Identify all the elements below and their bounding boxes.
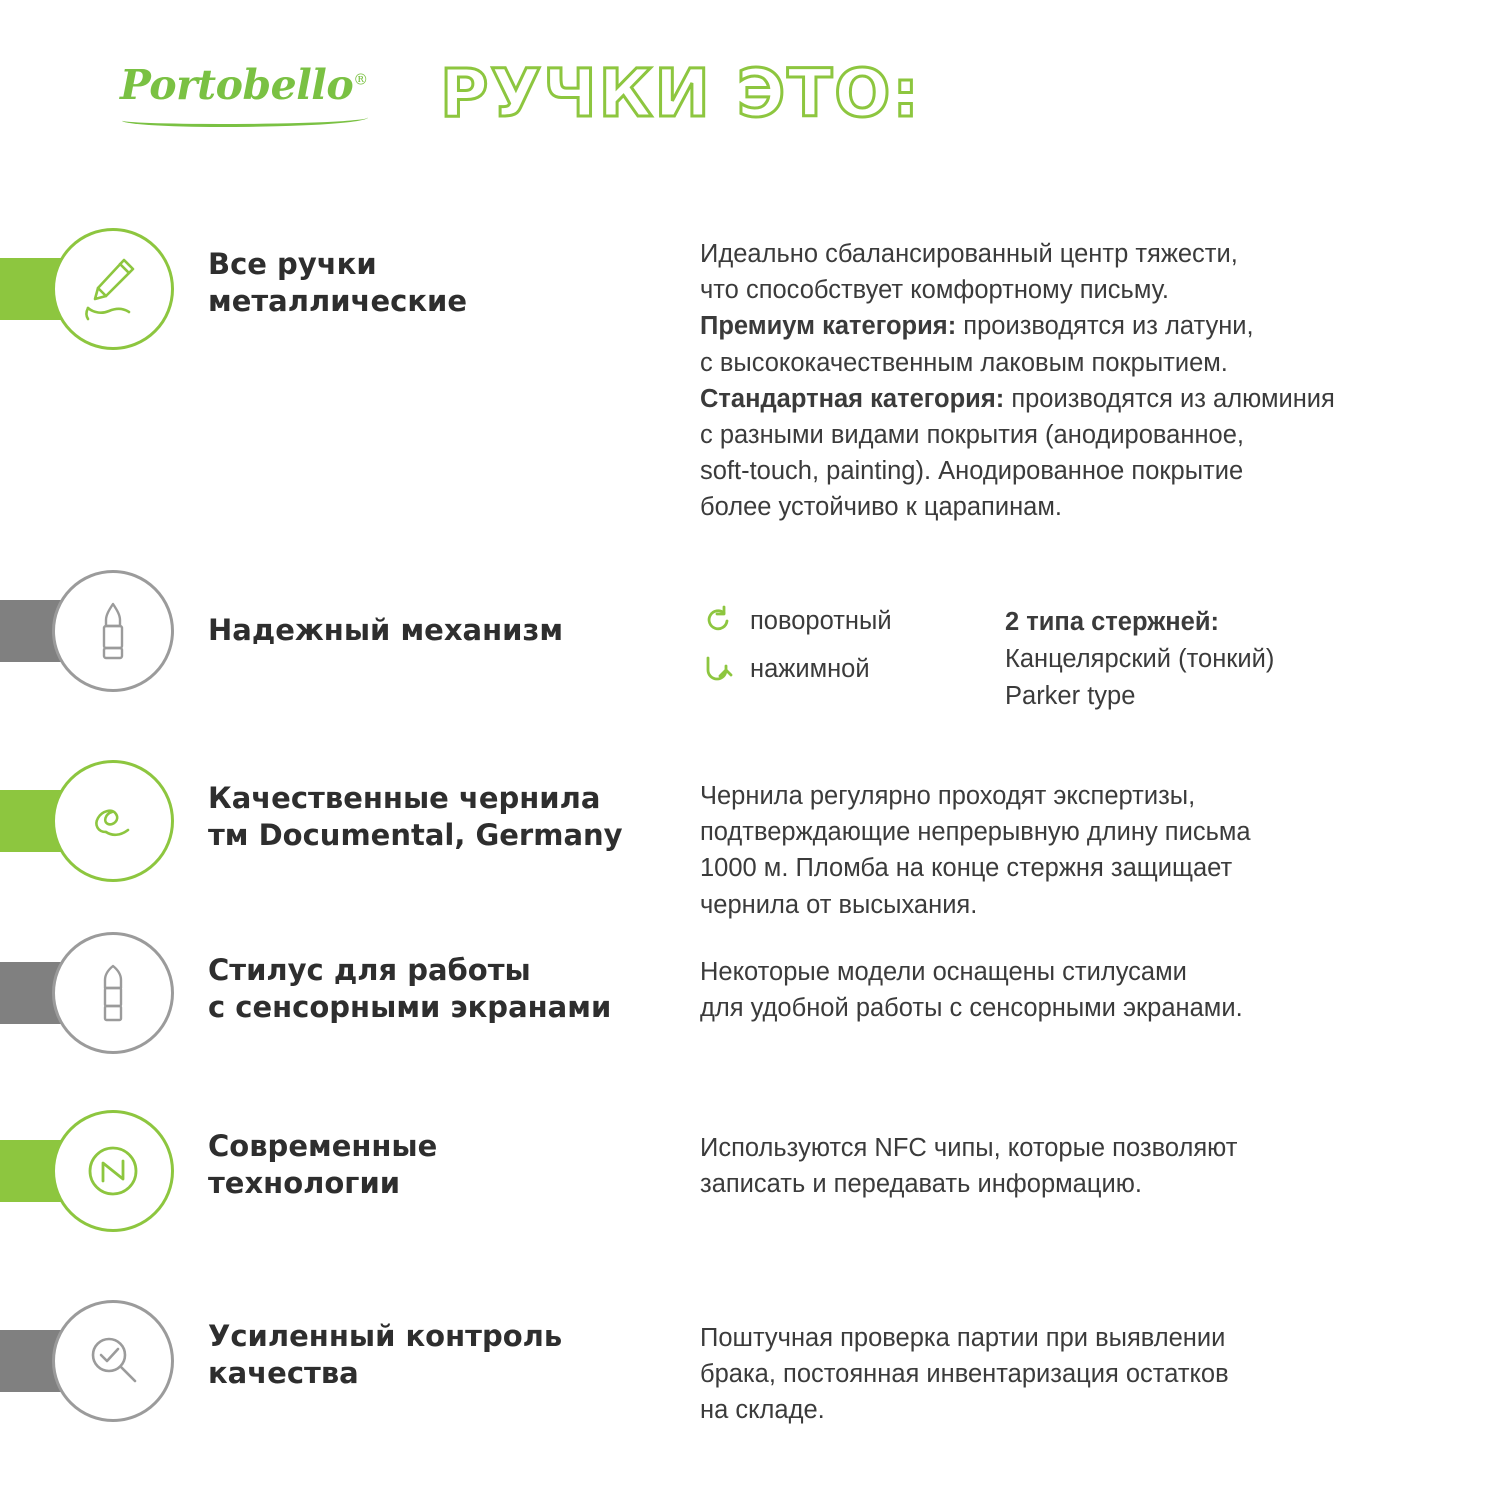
press-arrow-icon bbox=[700, 652, 734, 686]
nfc-icon bbox=[78, 1136, 148, 1206]
refill-types bbox=[1005, 604, 1465, 715]
section-body: Используются NFC чипы, которые позволяют записать и передавать информацию. bbox=[700, 1134, 1238, 1199]
ink-scribble-icon bbox=[76, 784, 150, 858]
mechanism-item bbox=[700, 604, 1000, 638]
rotate-arrow-icon bbox=[700, 604, 734, 638]
pen-tip-icon bbox=[78, 596, 148, 666]
section-title: Все ручки металлические bbox=[208, 247, 467, 319]
magnifier-check-icon bbox=[77, 1325, 149, 1397]
mechanism-item bbox=[700, 652, 1000, 686]
section-body: Некоторые модели оснащены стилусами для удобной работы с сенсорными экранами. bbox=[700, 958, 1243, 1023]
logo-underline-swoosh bbox=[122, 111, 368, 127]
mechanism-item-label: нажимной bbox=[750, 654, 870, 683]
icon-badge bbox=[52, 1110, 174, 1232]
icon-badge bbox=[52, 760, 174, 882]
section-body: Чернила регулярно проходят экспертизы, подтверждающие непрерывную длину письма 1000 м. Пломба на конце стержня защищает чернила от высыхания. bbox=[700, 782, 1251, 919]
section-title: Стилус для работы с сенсорными экранами bbox=[208, 953, 612, 1025]
section-body: Поштучная проверка партии при выявлении брака, постоянная инвентаризация остатков на складе. bbox=[700, 1324, 1229, 1425]
mechanism-types bbox=[700, 604, 1000, 700]
page-title: РУЧКИ ЭТО: bbox=[440, 55, 921, 132]
stylus-icon bbox=[78, 958, 148, 1028]
refill-line: Parker type bbox=[1005, 681, 1136, 710]
section-title: Надежный механизм bbox=[208, 613, 564, 647]
section-title: Качественные чернила тм Documental, Germany bbox=[208, 781, 623, 853]
hand-writing-pen-icon bbox=[76, 252, 150, 326]
icon-badge bbox=[52, 932, 174, 1054]
icon-badge bbox=[52, 228, 174, 350]
brand-logo bbox=[120, 61, 380, 135]
section-title: Усиленный контроль качества bbox=[208, 1319, 563, 1391]
section-title: Современные технологии bbox=[208, 1129, 438, 1201]
icon-badge bbox=[52, 570, 174, 692]
section-body: Идеально сбалансированный центр тяжести, что способствует комфортному письму. Премиум категория: производятся из латуни, с высококачественным лаковым покрытием. Стандартная категория: производятся из алюминия с разными видами покрытия (анодированное, soft-touch, painting). Анодированное покрытие более устойчиво к царапинам. bbox=[700, 240, 1335, 522]
brand-logo-text: Portobello® bbox=[120, 61, 368, 109]
page-header bbox=[0, 55, 1500, 165]
mechanism-item-label: поворотный bbox=[750, 606, 892, 635]
refill-line: Канцелярский (тонкий) bbox=[1005, 644, 1275, 673]
registered-trademark-icon: ® bbox=[353, 70, 368, 89]
refill-title: 2 типа стержней: bbox=[1005, 608, 1220, 636]
icon-badge bbox=[52, 1300, 174, 1422]
